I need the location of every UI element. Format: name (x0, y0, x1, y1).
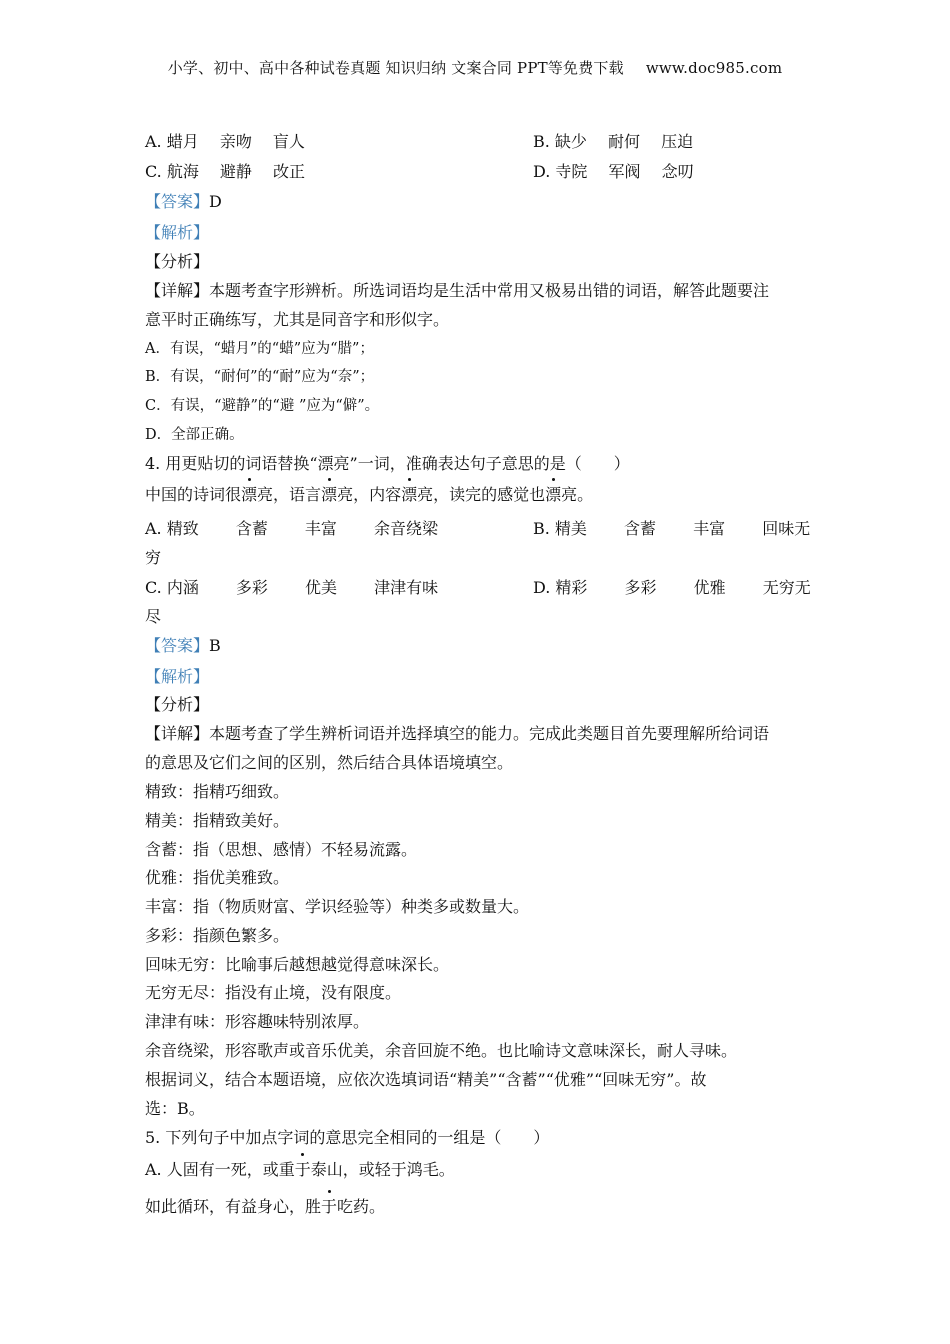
q4-detail-line1: 【详解】本题考查了学生辨析词语并选择填空的能力。完成此类题目首先要理解所给词语 (145, 724, 770, 743)
q4-option-d: D. 精彩 多彩 优雅 无穷无 (533, 578, 811, 597)
definition-line: 津津有味：形容趣味特别浓厚。 (145, 1012, 370, 1031)
definition-line: 含蓄：指（思想、感情）不轻易流露。 (145, 840, 418, 859)
q4-fenxi-tag: 【分析】 (145, 695, 210, 714)
dotted-char: 漂 (321, 485, 338, 504)
header-url: www.doc985.com (645, 59, 783, 77)
definition-line: 余音绕梁，形容歌声或音乐优美，余音回旋不绝。也比喻诗文意味深长，耐人寻味。 (145, 1041, 738, 1060)
definition-line: 多彩：指颜色繁多。 (145, 926, 290, 945)
q4-option-c: C. 内涵 多彩 优美 津津有味 (145, 578, 439, 597)
dotted-char: 于 (321, 1197, 338, 1216)
answer-value: B (209, 636, 221, 655)
definition-line: 精致：指精巧细致。 (145, 782, 290, 801)
q4-option-b: B. 精美 含蓄 丰富 回味无 (533, 519, 811, 538)
q4-option-b-wrap: 穷 (145, 548, 162, 567)
q3-option-c: C. 航海 避静 改正 (145, 162, 306, 181)
sentence-part: A. 人固有一死，或重 (145, 1160, 295, 1179)
q3-option-d: D. 寺院 军阀 念叨 (533, 162, 694, 181)
q3-explain-d: D．全部正确。 (145, 427, 244, 443)
header-promo-text: 小学、初中、高中各种试卷真题 知识归纳 文案合同 PPT等免费下载 (167, 59, 624, 77)
q3-option-a: A. 蜡月 亲吻 盲人 (145, 132, 305, 151)
definition-line: 回味无穷：比喻事后越想越觉得意味深长。 (145, 955, 450, 974)
q3-explain-a: A．有误，“蜡月”的“蜡”应为“腊”； (145, 341, 374, 357)
q4-sentence (145, 484, 593, 506)
definition-line: 无穷无尽：指没有止境，没有限度。 (145, 983, 402, 1002)
definition-line: 精美：指精致美好。 (145, 811, 290, 830)
sentence-part: 亮，语言 (257, 485, 322, 504)
q3-detail-line1: 【详解】本题考查字形辨析。所选词语均是生活中常用又极易出错的词语，解答此题要注 (145, 281, 770, 300)
answer-tag: 【答案】 (145, 192, 210, 211)
q3-answer (145, 191, 222, 213)
q4-option-d-wrap: 尽 (145, 607, 162, 626)
sentence-part: 亮，读完的感觉也 (417, 485, 546, 504)
q4-jiexi-tag: 【解析】 (145, 667, 210, 686)
page-header (0, 57, 950, 78)
q4-conclusion-line2: 选：B。 (145, 1099, 205, 1118)
q3-explain-c: C．有误，“避静”的“避 ”应为“僻”。 (145, 398, 380, 414)
q4-detail-line2: 的意思及它们之间的区别，然后结合具体语境填空。 (145, 753, 514, 772)
dotted-char: 漂 (401, 485, 418, 504)
sentence-part: 泰山，或轻于鸿毛。 (310, 1160, 455, 1179)
q5-stem: 5. 下列句子中加点字词的意思完全相同的一组是（ ） (145, 1128, 550, 1147)
definition-line: 丰富：指（物质财富、学识经验等）种类多或数量大。 (145, 897, 530, 916)
sentence-part: 如此循环，有益身心，胜 (145, 1197, 322, 1216)
q4-conclusion-line1: 根据词义，结合本题语境，应依次选填词语“精美”“含蓄”“优雅”“回味无穷”。故 (145, 1070, 707, 1089)
q5-option-a (145, 1159, 455, 1181)
sentence-part: 中国的诗词很 (145, 485, 242, 504)
q3-option-b: B. 缺少 耐何 压迫 (533, 132, 694, 151)
q3-explain-b: B．有误，“耐何”的“耐”应为“奈”； (145, 369, 375, 385)
q3-jiexi-tag: 【解析】 (145, 223, 210, 242)
q4-stem: 4. 用更贴切的词语替换“漂亮”一词，准确表达句子意思的是（ ） (145, 454, 630, 473)
q3-fenxi-tag: 【分析】 (145, 252, 210, 271)
dotted-char: 漂 (241, 485, 258, 504)
answer-value: D (209, 192, 222, 211)
sentence-part: 吃药。 (337, 1197, 386, 1216)
sentence-part: 亮，内容 (337, 485, 402, 504)
q5-option-a-second (145, 1196, 385, 1218)
q3-detail-line2: 意平时正确练写，尤其是同音字和形似字。 (145, 310, 450, 329)
sentence-part: 亮。 (561, 485, 594, 504)
dotted-char: 漂 (545, 485, 562, 504)
q4-option-a: A. 精致 含蓄 丰富 余音绕梁 (145, 519, 438, 538)
answer-tag: 【答案】 (145, 636, 210, 655)
definition-line: 优雅：指优美雅致。 (145, 868, 290, 887)
q4-answer (145, 635, 221, 657)
dotted-char: 于 (294, 1160, 311, 1179)
